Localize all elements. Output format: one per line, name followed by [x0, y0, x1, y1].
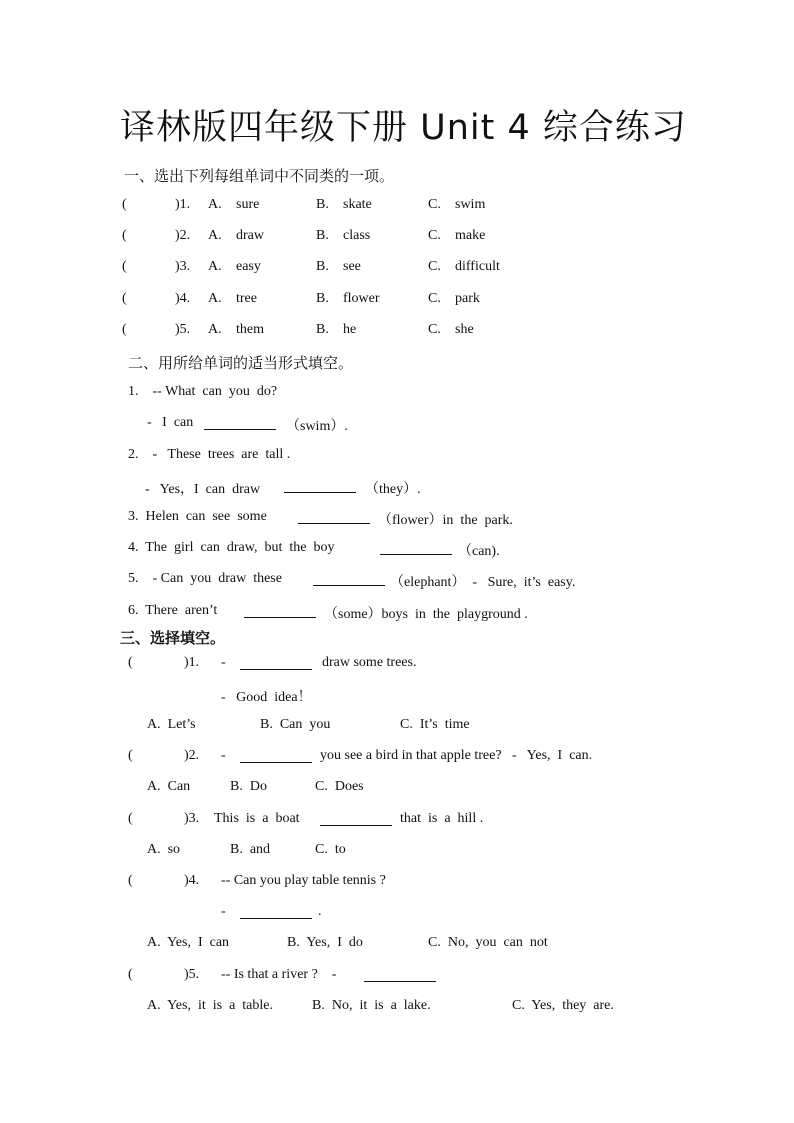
option-a: A. Yes, I can	[147, 935, 230, 950]
option-c: C. It’s time	[400, 717, 470, 732]
question-text: draw some trees.	[322, 655, 417, 670]
paren: (	[122, 228, 127, 243]
option-c-label: C.	[428, 322, 441, 337]
option-a-label: A.	[208, 259, 222, 274]
hint-word: （flower）in the park.	[378, 513, 513, 528]
line-text: - Yes，I can draw	[138, 482, 261, 497]
answer-blank[interactable]	[204, 415, 276, 435]
option-c: C. Yes, they are.	[512, 998, 614, 1013]
option-b-label: B.	[316, 197, 329, 212]
answer-blank[interactable]	[240, 655, 312, 675]
option-c: park	[455, 291, 480, 306]
hint-word: （swim）.	[286, 419, 348, 434]
answer-blank[interactable]	[313, 571, 385, 591]
hint-word: （they）.	[365, 482, 421, 497]
item-number: )1.	[175, 197, 191, 212]
option-a-label: A.	[208, 291, 222, 306]
option-a: A. so	[147, 842, 181, 857]
option-a: sure	[236, 197, 260, 212]
hint-word: （elephant） - Sure, it’s easy.	[390, 575, 576, 590]
paren: (	[122, 197, 127, 212]
option-a: A. Can	[147, 779, 191, 794]
option-c: she	[455, 322, 474, 337]
option-a-label: A.	[208, 197, 222, 212]
paren: (	[122, 291, 127, 306]
hint-word: （can).	[458, 544, 500, 559]
item-number: )5.	[184, 967, 200, 982]
question-text-after: that is a hill .	[400, 811, 484, 826]
item-number: )4.	[184, 873, 200, 888]
dash: -	[221, 904, 226, 919]
line-text: 4. The girl can draw, but the boy	[128, 540, 335, 555]
answer-blank[interactable]	[298, 509, 370, 529]
item-number: )5.	[175, 322, 191, 337]
reply-text: - Good idea！	[221, 690, 312, 705]
page-title: 译林版四年级下册 Unit 4 综合练习	[120, 108, 687, 148]
option-c-label: C.	[428, 228, 441, 243]
option-a: tree	[236, 291, 257, 306]
item-number: )3.	[184, 811, 200, 826]
section-3-heading: 三、选择填空。	[120, 629, 226, 647]
option-c: C. Does	[315, 779, 364, 794]
option-a: draw	[236, 228, 264, 243]
item-number: )4.	[175, 291, 191, 306]
option-a: easy	[236, 259, 261, 274]
answer-blank[interactable]	[364, 967, 436, 987]
option-b: B. Can you	[260, 717, 331, 732]
option-b-label: B.	[316, 291, 329, 306]
option-b: flower	[343, 291, 380, 306]
dash: -	[221, 655, 226, 670]
section-1-heading: 一、选出下列每组单词中不同类的一项。	[124, 167, 395, 185]
answer-blank[interactable]	[380, 540, 452, 560]
option-b: he	[343, 322, 357, 337]
hint-word: （some）boys in the playground .	[324, 607, 528, 622]
question-text: This is a boat	[214, 811, 300, 826]
paren: (	[128, 967, 133, 982]
answer-blank[interactable]	[240, 748, 312, 768]
option-b: see	[343, 259, 361, 274]
option-b: B. Do	[230, 779, 267, 794]
paren: (	[128, 811, 133, 826]
paren: (	[128, 655, 133, 670]
option-b: skate	[343, 197, 372, 212]
question-text: you see a bird in that apple tree? - Yes, I can.	[320, 748, 593, 763]
answer-blank[interactable]	[284, 478, 356, 498]
option-b: class	[343, 228, 371, 243]
item-number: )2.	[175, 228, 191, 243]
line-text: 3. Helen can see some	[128, 509, 267, 524]
option-b: B. Yes, I do	[287, 935, 363, 950]
question-text: -- Can you play table tennis ?	[221, 873, 386, 888]
option-c: difficult	[455, 259, 500, 274]
paren: (	[128, 748, 133, 763]
option-c-label: C.	[428, 259, 441, 274]
option-c: swim	[455, 197, 486, 212]
option-b-label: B.	[316, 228, 329, 243]
question-text: -- Is that a river ? -	[221, 967, 337, 982]
option-a: A. Yes, it is a table.	[147, 998, 273, 1013]
period: .	[318, 904, 322, 919]
line-text: 6. There aren’t	[128, 603, 218, 618]
paren: (	[122, 322, 127, 337]
line-text: - I can	[140, 415, 194, 430]
paren: (	[128, 873, 133, 888]
option-a: A. Let’s	[147, 717, 196, 732]
option-c-label: C.	[428, 197, 441, 212]
line-text: 2. - These trees are tall .	[128, 447, 291, 462]
line-text: 1. -- What can you do?	[128, 384, 278, 399]
option-b: B. No, it is a lake.	[312, 998, 431, 1013]
option-c: C. to	[315, 842, 346, 857]
item-number: )1.	[184, 655, 200, 670]
answer-blank[interactable]	[240, 904, 312, 924]
item-number: )3.	[175, 259, 191, 274]
answer-blank[interactable]	[244, 603, 316, 623]
option-c: C. No, you can not	[428, 935, 548, 950]
item-number: )2.	[184, 748, 200, 763]
option-c-label: C.	[428, 291, 441, 306]
option-b-label: B.	[316, 322, 329, 337]
option-b: B. and	[230, 842, 271, 857]
option-c: make	[455, 228, 486, 243]
section-2-heading: 二、用所给单词的适当形式填空。	[128, 354, 354, 372]
option-b-label: B.	[316, 259, 329, 274]
option-a: them	[236, 322, 264, 337]
answer-blank[interactable]	[320, 811, 392, 831]
paren: (	[122, 259, 127, 274]
option-a-label: A.	[208, 322, 222, 337]
dash: -	[221, 748, 226, 763]
line-text: 5. - Can you draw these	[128, 571, 282, 586]
option-a-label: A.	[208, 228, 222, 243]
